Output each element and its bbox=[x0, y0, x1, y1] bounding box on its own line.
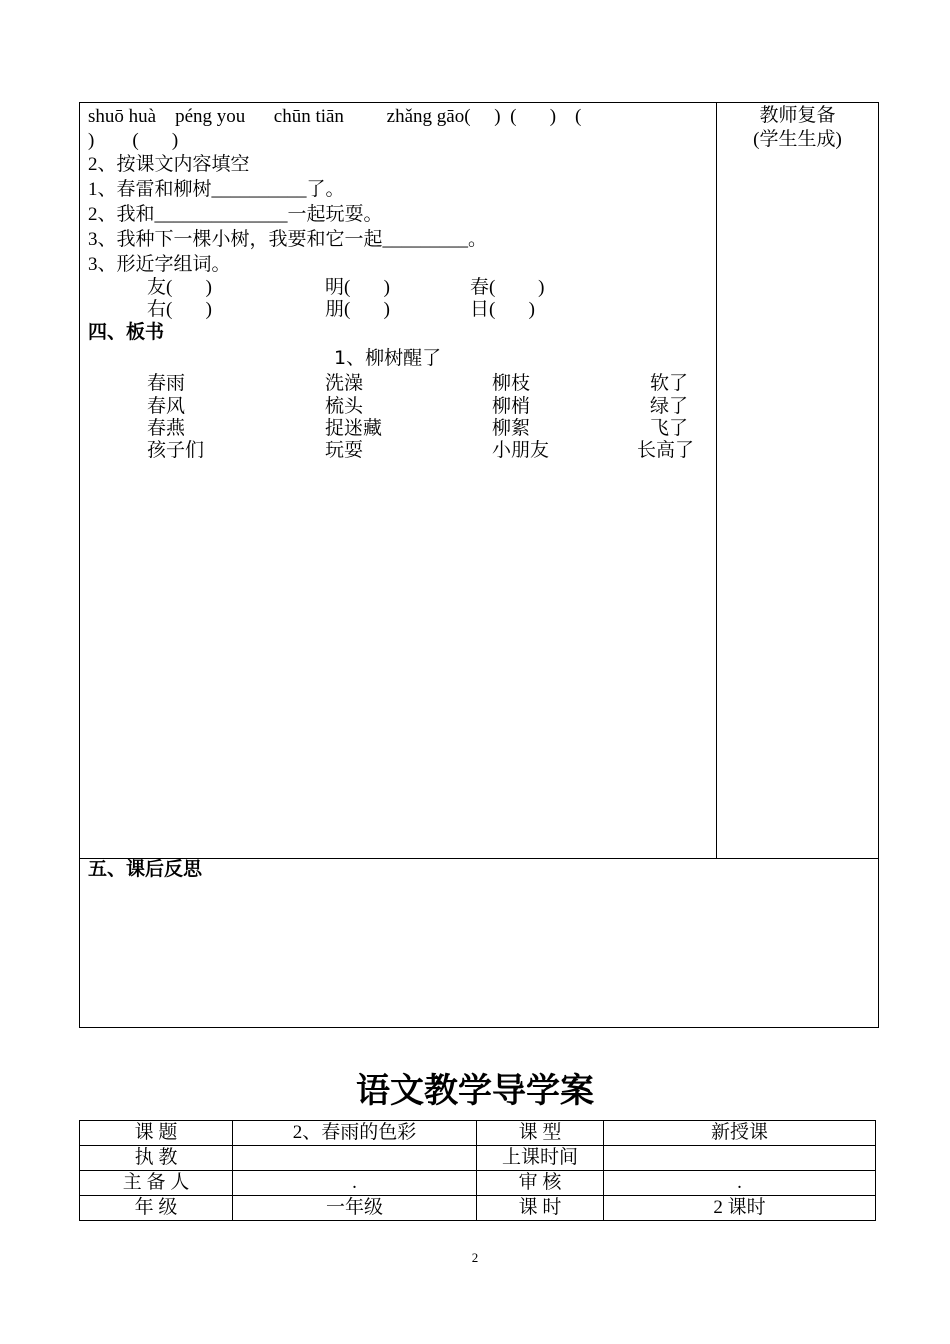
student-generated-label: (学生生成) bbox=[753, 129, 842, 150]
table-row bbox=[80, 1196, 876, 1221]
board-cell: 柳梢 bbox=[492, 396, 531, 417]
board-cell: 飞了 bbox=[650, 418, 689, 439]
preparer-value: . bbox=[233, 1171, 477, 1196]
table-row bbox=[80, 1146, 876, 1171]
board-cell: 软了 bbox=[650, 373, 689, 394]
teacher-value bbox=[233, 1146, 477, 1171]
fill-blank-1: 1、春雷和柳树__________了。 bbox=[88, 179, 345, 200]
board-cell: 玩耍 bbox=[325, 440, 364, 461]
table-row bbox=[80, 1121, 876, 1146]
board-cell: 孩子们 bbox=[147, 440, 205, 461]
board-cell: 春雨 bbox=[147, 373, 186, 394]
lesson-type-label: 课 型 bbox=[477, 1121, 604, 1146]
lesson-type-value: 新授课 bbox=[604, 1121, 876, 1146]
board-title: 1、柳树醒了 bbox=[334, 347, 442, 369]
lesson-topic-label: 课 题 bbox=[80, 1121, 233, 1146]
periods-label: 课 时 bbox=[477, 1196, 604, 1221]
page-title: 语文教学导学案 bbox=[356, 1073, 594, 1110]
lesson-info-table bbox=[79, 1120, 876, 1221]
teacher-notes-cell bbox=[716, 102, 879, 859]
board-cell: 小朋友 bbox=[492, 440, 550, 461]
similar-char-title: 3、形近字组词。 bbox=[88, 254, 231, 275]
teacher-review-label: 教师复备 bbox=[759, 105, 836, 126]
board-cell: 柳枝 bbox=[492, 373, 531, 394]
periods-value: 2 课时 bbox=[604, 1196, 876, 1221]
table-row bbox=[80, 1171, 876, 1196]
page-number: 2 bbox=[471, 1250, 479, 1265]
fill-blank-title: 2、按课文内容填空 bbox=[88, 154, 250, 175]
board-cell: 洗澡 bbox=[325, 373, 364, 394]
similar-char-item: 友( ) bbox=[147, 277, 212, 298]
preparer-label: 主 备 人 bbox=[80, 1171, 233, 1196]
pinyin-line-1: shuō huà péng you chūn tiān zhǎng gāo( ) ( ) ( bbox=[88, 106, 582, 127]
similar-char-item: 春( ) bbox=[470, 277, 545, 298]
grade-label: 年 级 bbox=[80, 1196, 233, 1221]
reflection-heading: 五、课后反思 bbox=[88, 859, 203, 880]
class-time-label: 上课时间 bbox=[477, 1146, 604, 1171]
similar-char-item: 明( ) bbox=[325, 277, 390, 298]
similar-char-item: 朋( ) bbox=[325, 299, 390, 320]
similar-char-item: 日( ) bbox=[470, 299, 535, 320]
board-cell: 春燕 bbox=[147, 418, 186, 439]
reviewer-label: 审 核 bbox=[477, 1171, 604, 1196]
reviewer-value: . bbox=[604, 1171, 876, 1196]
fill-blank-3: 3、我种下一棵小树，我要和它一起_________。 bbox=[88, 229, 488, 250]
grade-value: 一年级 bbox=[233, 1196, 477, 1221]
board-cell: 捉迷藏 bbox=[325, 418, 383, 439]
board-cell: 绿了 bbox=[650, 396, 689, 417]
pinyin-line-2: ) ( ) bbox=[88, 130, 179, 151]
board-cell: 春风 bbox=[147, 396, 186, 417]
lesson-topic-value: 2、春雨的色彩 bbox=[233, 1121, 477, 1146]
reflection-cell bbox=[79, 858, 879, 1028]
teacher-label: 执 教 bbox=[80, 1146, 233, 1171]
board-cell: 长高了 bbox=[637, 440, 695, 461]
class-time-value bbox=[604, 1146, 876, 1171]
board-cell: 柳絮 bbox=[492, 418, 531, 439]
board-heading: 四、板书 bbox=[88, 322, 165, 343]
fill-blank-2: 2、我和______________一起玩耍。 bbox=[88, 204, 383, 225]
board-cell: 梳头 bbox=[325, 396, 364, 417]
similar-char-item: 右( ) bbox=[147, 299, 212, 320]
